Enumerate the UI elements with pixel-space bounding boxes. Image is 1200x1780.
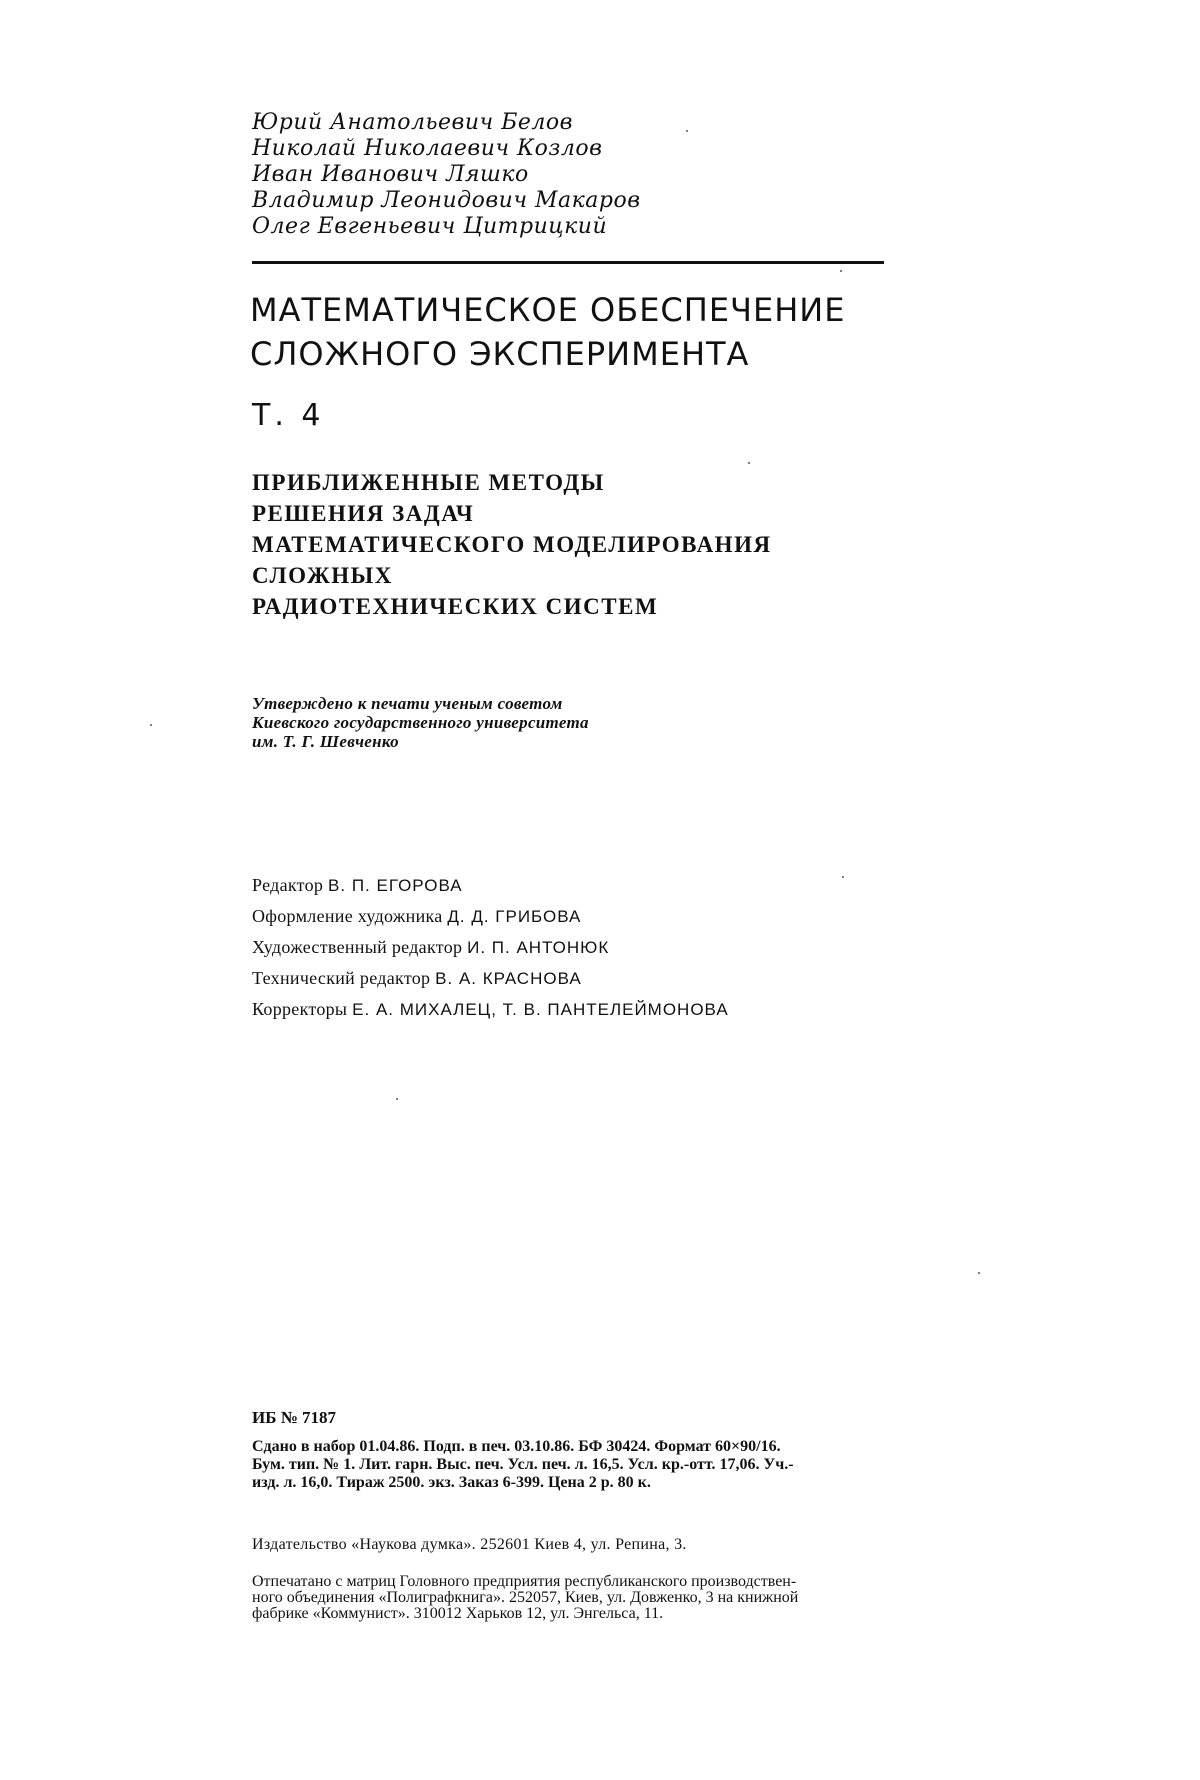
author-list [252, 110, 641, 240]
approval-note [252, 694, 589, 751]
author-name: Владимир Леонидович Макаров [252, 188, 641, 213]
printer-details [252, 1574, 1072, 1622]
scan-speck [150, 724, 152, 726]
ib-number: ИБ № 7187 [252, 1408, 337, 1427]
print-details-line: изд. л. 16,0. Тираж 2500. экз. Заказ 6-399. Цена 2 р. 80 к. [252, 1474, 651, 1491]
printer-line: ного объединения «Полиграфкнига». 252057, Киев, ул. Довженко, 3 на книжной [252, 1589, 799, 1606]
credit-line [252, 963, 729, 994]
book-title-line: СЛОЖНОГО ЭКСПЕРИМЕНТА [250, 335, 750, 373]
credit-role: Корректоры [252, 999, 348, 1019]
printer-line: фабрике «Коммунист». 310012 Харьков 12, ул. Энгельса, 11. [252, 1605, 664, 1622]
printer-line: Отпечатано с матриц Головного предприятия республиканского производствен- [252, 1573, 797, 1590]
print-details-line: Бум. тип. № 1. Лит. гарн. Выс. печ. Усл. печ. л. 16,5. Усл. кр.-отт. 17,06. Уч.- [252, 1456, 794, 1473]
credit-line [252, 932, 729, 963]
scan-speck [748, 462, 750, 464]
credits-list [252, 870, 729, 1025]
author-name: Юрий Анатольевич Белов [252, 110, 573, 135]
publisher-address: Издательство «Наукова думка». 252601 Киев 4, ул. Репина, 3. [252, 1536, 687, 1553]
subtitle-line: РЕШЕНИЯ ЗАДАЧ [252, 501, 475, 526]
author-name: Иван Иванович Ляшко [252, 162, 529, 187]
credit-name: В. П. ЕГОРОВА [328, 876, 463, 895]
credit-line [252, 901, 729, 932]
print-details [252, 1438, 1072, 1492]
subtitle-line: РАДИОТЕХНИЧЕСКИХ СИСТЕМ [252, 594, 659, 619]
book-subtitle [252, 467, 772, 622]
credit-role: Художественный редактор [252, 937, 463, 957]
author-name: Олег Евгеньевич Цитрицкий [252, 214, 608, 239]
credit-name: Д. Д. ГРИБОВА [447, 907, 582, 926]
credit-name: И. П. АНТОНЮК [467, 938, 610, 957]
approval-line: Утверждено к печати ученым советом [252, 694, 563, 713]
approval-line: Киевского государственного университета [252, 713, 589, 732]
author-name: Николай Николаевич Козлов [252, 136, 603, 161]
approval-line: им. Т. Г. Шевченко [252, 732, 399, 751]
subtitle-line: МАТЕМАТИЧЕСКОГО МОДЕЛИРОВАНИЯ [252, 532, 772, 557]
title-divider [252, 261, 884, 264]
volume-number: Т. 4 [252, 398, 325, 433]
scan-speck [842, 876, 844, 878]
scan-speck [840, 270, 842, 272]
print-details-line: Сдано в набор 01.04.86. Подп. в печ. 03.10.86. БФ 30424. Формат 60×90/16. [252, 1438, 781, 1455]
credit-role: Редактор [252, 875, 324, 895]
scan-speck [978, 1272, 980, 1274]
credit-line [252, 994, 729, 1025]
credit-name: Е. А. МИХАЛЕЦ, Т. В. ПАНТЕЛЕЙМОНОВА [352, 1000, 729, 1019]
subtitle-line: СЛОЖНЫХ [252, 563, 393, 588]
book-title [250, 288, 845, 376]
book-title-line: МАТЕМАТИЧЕСКОЕ ОБЕСПЕЧЕНИЕ [250, 291, 846, 329]
credit-role: Оформление художника [252, 906, 443, 926]
scan-speck [686, 130, 688, 132]
credit-line [252, 870, 729, 901]
scan-speck [396, 1098, 398, 1100]
credit-name: В. А. КРАСНОВА [435, 969, 582, 988]
credit-role: Технический редактор [252, 968, 431, 988]
subtitle-line: ПРИБЛИЖЕННЫЕ МЕТОДЫ [252, 470, 605, 495]
